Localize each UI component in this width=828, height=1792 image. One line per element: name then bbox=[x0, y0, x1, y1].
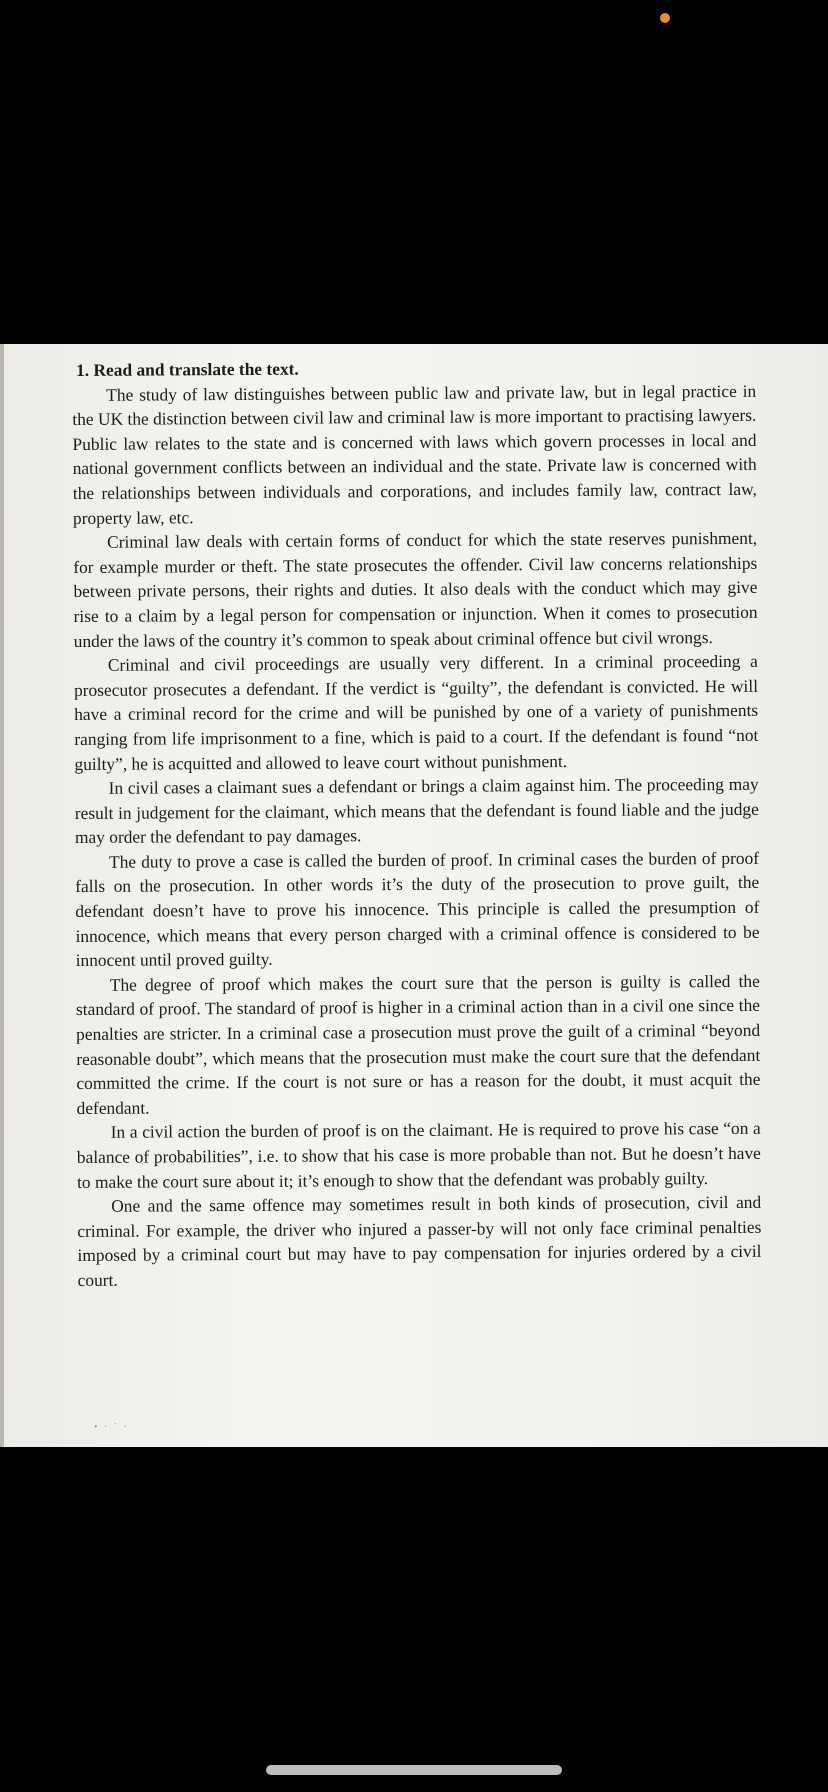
document-text bbox=[72, 354, 762, 1293]
exercise-heading: 1. Read and translate the text. bbox=[76, 358, 299, 380]
paragraph-7: In a civil action the burden of proof is on the claimant. He is required to prove his case “on a balance of probabilities”, i.e. to show that his case is more probable than not. But he doesn’t have to make the court sure about it; it’s enough to show that the defendant was probably guilty. bbox=[76, 1118, 761, 1192]
paragraph-5: The duty to prove a case is called the burden of proof. In criminal cases the burden of proof falls on the prosecution. In other words it’s the duty of the prosecution to prove guilt, the defendant doesn’t have to prove his innocence. This principle is called the presumption of innocence, which means that every person charged with a criminal offence is considered to be innocent until proved guilty. bbox=[75, 847, 760, 971]
paragraph-3: Criminal and civil proceedings are usually very different. In a criminal proceeding a prosecutor prosecutes a defendant. If the verdict is “guilty”, the defendant is convicted. He will have a criminal record for the crime and will be punished by one of a variety of punishments ranging from life imprisonment to a fine, which is paid to a court. If the defendant is found “not guilty”, he is acquitted and allowed to leave court without punishment. bbox=[73, 650, 759, 774]
status-indicator-dot bbox=[660, 13, 670, 23]
home-indicator-bar[interactable] bbox=[266, 1765, 562, 1775]
document-photo bbox=[0, 344, 828, 1447]
paper-edge bbox=[0, 344, 4, 1447]
paper-smudge: • ‧ ˙ ‧ bbox=[94, 1422, 129, 1433]
paragraph-6: The degree of proof which makes the court sure that the person is guilty is called the standard of proof. The standard of proof is higher in a criminal action than in a civil one since the penalties are stricter. In a criminal case a prosecution must prove the guilt of a criminal “beyond reasonable doubt”, which means that the prosecution must make the court sure that the defendant committed the crime. If the court is not sure or has a reason for the doubt, it must acquit the defendant. bbox=[75, 970, 761, 1118]
paragraph-2: Criminal law deals with certain forms of conduct for which the state reserves punishment, for example murder or theft. The state prosecutes the offender. Civil law concerns relationships between private persons, their rights and duties. It also deals with the conduct which may give rise to a claim by a legal person for compensation or injunction. When it comes to prosecution under the laws of the country it’s common to speak about criminal offence but civil wrongs. bbox=[73, 527, 758, 651]
paragraph-4: In civil cases a claimant sues a defendant or brings a claim against him. The proceeding may result in judgement for the claimant, which means that the defendant is found liable and the judge may order the defendant to pay damages. bbox=[74, 773, 759, 848]
paragraph-1: The study of law distinguishes between public law and private law, but in legal practice in the UK the distinction between civil law and criminal law is more important to practising lawyers. Public law relates to the state and is concerned with laws which govern processes in local and national government conflicts between an individual and the state. Private law is concerned with the relationships between individuals and corporations, and includes family law, contract law, property law, etc. bbox=[72, 380, 757, 528]
paragraph-8: One and the same offence may sometimes result in both kinds of prosecution, civil and criminal. For example, the driver who injured a passer-by will not only face criminal penalties imposed by a criminal court but may have to pay compensation for injuries ordered by a civil court. bbox=[77, 1191, 762, 1290]
